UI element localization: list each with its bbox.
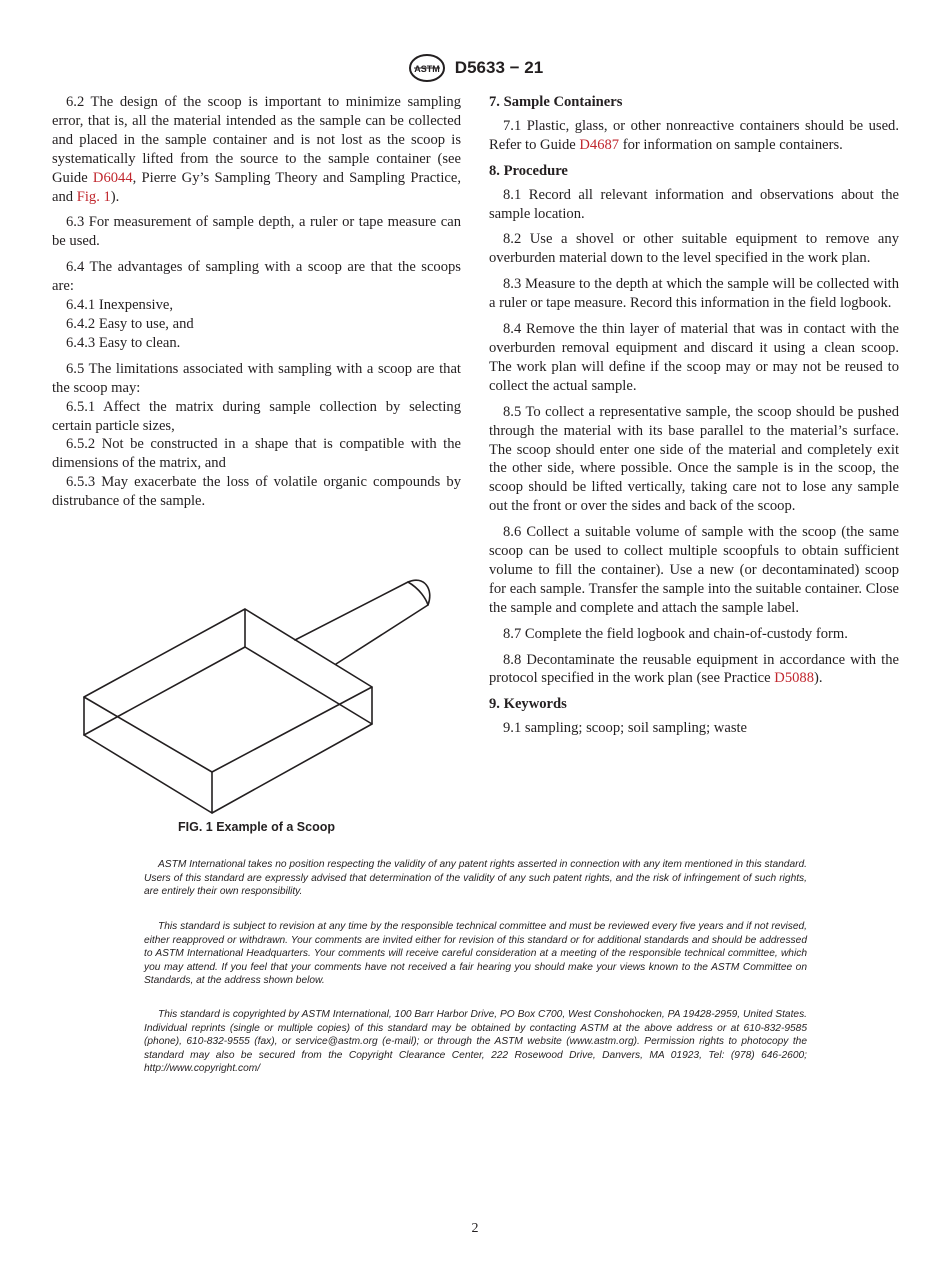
standard-designation: D5633 − 21 (454, 58, 544, 77)
right-column (489, 93, 899, 745)
section-heading-7: 7. Sample Containers (489, 94, 623, 110)
link-d6044[interactable]: D6044 (92, 169, 133, 186)
paragraph-6-5-1: 6.5.1 Affect the matrix during sample collection by selecting certain particle sizes, (52, 398, 461, 434)
paragraph-8-5: 8.5 To collect a representative sample, the scoop should be pushed through the material with its base parallel to the material’s surface. The scoop should enter one side of the material and completely exit the other side, where possible. Once the sample is in the scoop, the scoop should be lifted vertically, taking care not to lose any sample out the front or over the sides and back of the scoop. (489, 403, 899, 515)
paragraph-8-3: 8.3 Measure to the depth at which the sample will be collected with a ruler or tape measure. Record this information in the field logbook. (489, 276, 899, 312)
page-number: 2 (471, 1221, 479, 1236)
left-column (52, 93, 461, 518)
paragraph-8-2: 8.2 Use a shovel or other suitable equipment to remove any overburden material down to the level specified in the work plan. (489, 231, 899, 267)
paragraph-8-8: 8.8 Decontaminate the reusable equipment in accordance with the protocol specified in the work plan (see Practice D5088). (489, 651, 899, 687)
page-header (0, 53, 950, 83)
astm-logo-icon (407, 53, 447, 83)
paragraph-6-4-2: 6.4.2 Easy to use, and (66, 315, 194, 332)
section-heading-8: 8. Procedure (489, 162, 568, 179)
paragraph-9-1: 9.1 sampling; scoop; soil sampling; waste (503, 720, 748, 737)
paragraph-6-4-1: 6.4.1 Inexpensive, (66, 297, 173, 314)
paragraph-7-1: 7.1 Plastic, glass, or other nonreactive containers should be used. Refer to Guide D4687 for information on sample containers. (489, 117, 899, 153)
paragraph-8-1: 8.1 Record all relevant information and observations about the sample location. (489, 186, 899, 222)
scoop-figure (78, 575, 438, 815)
paragraph-8-4: 8.4 Remove the thin layer of material that was in contact with the overburden removal equipment and discard it using a clean scoop. The work plan will define if the scoop may or may not be reused to collect the actual sample. (489, 321, 899, 394)
paragraph-8-6: 8.6 Collect a suitable volume of sample with the scoop (the same scoop can be used to collect multiple scoopfuls to obtain sufficient volume to fill the container). Use a new (or decontaminated) scoop for each sample. Transfer the sample into the suitable container. Close the sample and complete and attach the sample label. (489, 524, 899, 616)
paragraph-6-3: 6.3 For measurement of sample depth, a ruler or tape measure can be used. (52, 214, 461, 250)
paragraph-6-4-3: 6.4.3 Easy to clean. (66, 334, 181, 351)
link-d5088[interactable]: D5088 (774, 670, 815, 687)
link-d4687[interactable]: D4687 (579, 136, 620, 153)
paragraph-8-7: 8.7 Complete the field logbook and chain-of-custody form. (503, 625, 848, 642)
svg-text:ASTM: ASTM (414, 64, 440, 74)
paragraph-6-2: 6.2 The design of the scoop is important to minimize sampling error, that is, all the material intended as the sample can be collected and placed in the sample container and is not lost as the scoop is systematically lifted from the source to the sample container (see Guide D6044, Pierre Gy’s Sampling Theory and Sampling Practice, and Fig. 1). (52, 94, 461, 205)
figure-caption: FIG. 1 Example of a Scoop (178, 820, 335, 834)
link-fig-1[interactable]: Fig. 1 (76, 188, 111, 205)
paragraph-6-5-2: 6.5.2 Not be constructed in a shape that is compatible with the dimensions of the matrix, and (52, 436, 461, 472)
paragraph-6-5: 6.5 The limitations associated with sampling with a scoop are that the scoop may: (52, 360, 461, 396)
paragraph-6-4: 6.4 The advantages of sampling with a scoop are that the scoops are: (52, 259, 461, 295)
patent-notice: ASTM International takes no position respecting the validity of any patent rights asserted in connection with any item mentioned in this standard. Users of this standard are expressly advised that determination of the validity of any such patent rights, and the risk of infringement of such rights, are entirely their own responsibility. (144, 859, 807, 898)
copyright-notice: This standard is copyrighted by ASTM International, 100 Barr Harbor Drive, PO Box C700, West Conshohocken, PA 19428-2959, United States. Individual reprints (single or multiple copies) of this standard may be obtained by contacting ASTM at the above address or at 610-832-9585 (phone), 610-832-9555 (fax), or service@astm.org (e-mail); or through the ASTM website (www.astm.org). Permission rights to photocopy the standard may also be secured from the Copyright Clearance Center, 222 Rosewood Drive, Danvers, MA 01923, Tel: (978) 646-2600; http://www.copyright.com/ (144, 1009, 807, 1075)
revision-notice: This standard is subject to revision at any time by the responsible technical committee and must be reviewed every five years and if not revised, either reapproved or withdrawn. Your comments are invited either for revision of this standard or for additional standards and should be addressed to ASTM International Headquarters. Your comments will receive careful consideration at a meeting of the responsible technical committee, which you may attend. If you feel that your comments have not received a fair hearing you should make your views known to the ASTM Committee on Standards, at the address shown below. (144, 921, 807, 987)
paragraph-6-5-3: 6.5.3 May exacerbate the loss of volatile organic compounds by distrubance of the sample. (52, 474, 461, 510)
section-heading-9: 9. Keywords (489, 696, 567, 713)
